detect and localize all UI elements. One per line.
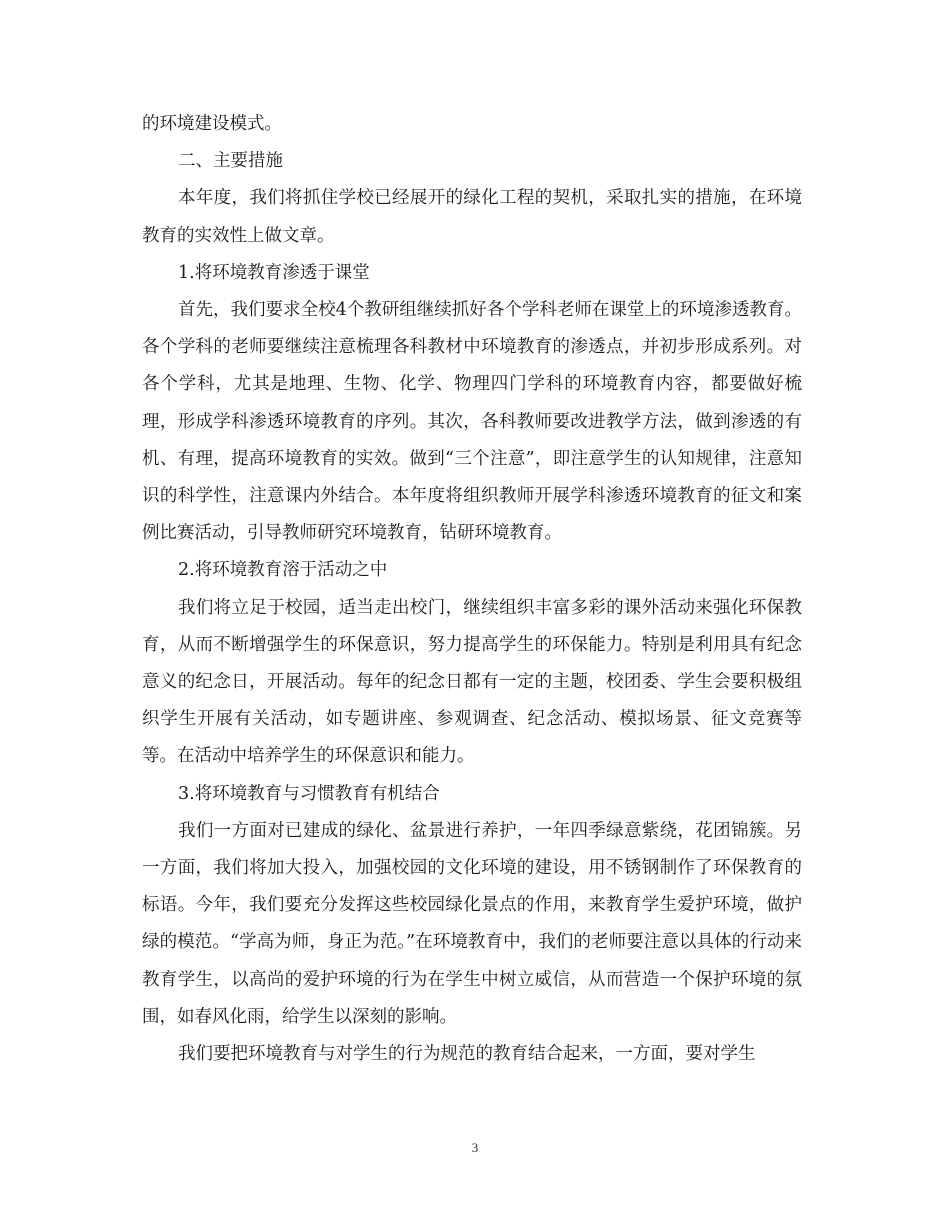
paragraph: 我们要把环境教育与对学生的行为规范的教育结合起来，一方面，要对学生 (178, 1044, 756, 1065)
subsection-heading: 1.将环境教育渗透于课堂 (178, 262, 370, 283)
subsection-heading: 3.将环境教育与习惯教育有机结合 (178, 783, 440, 804)
paragraph: 首先，我们要求全校4个教研组继续抓好各个学科老师在课堂上的环境渗透教育。各个学科的老师要继续注意梳理各科教材中环境教育的渗透点，并初步形成系列。对各个学科，尤其是地理、生物、化学、物理四门学科的环境教育内容，都要做好梳理，形成学科渗透环境教育的序列。其次，各科教师要改进教学方法，做到渗透的有机、有理，提高环境教育的实效。做到“三个注意”，即注意学生的认知规律，注意知识的科学性，注意课内外结合。本年度将组织教师开展学科渗透环境教育的征文和案例比赛活动，引导教师研究环境教育，钻研环境教育。 (142, 300, 802, 544)
paragraph: 我们一方面对已建成的绿化、盆景进行养护，一年四季绿意紫绕，花团锦簇。另一方面，我们将加大投入，加强校园的文化环境的建设，用不锈钢制作了环保教育的标语。今年，我们要充分发挥这些校园绿化景点的作用，来教育学生爱护环境，做护绿的模范。“学高为师，身正为范。”在环境教育中，我们的老师要注意以具体的行动来教育学生，以高尚的爱护环境的行为在学生中树立威信，从而营造一个保护环境的氛围，如春风化雨，给学生以深刻的影响。 (142, 820, 802, 1027)
page-number: 3 (471, 1140, 479, 1155)
document-body (142, 106, 802, 1073)
paragraph: 的环境建设模式。 (142, 114, 282, 134)
paragraph: 我们将立足于校园，适当走出校门，继续组织丰富多彩的课外活动来强化环保教育，从而不断增强学生的环保意识，努力提高学生的环保能力。特别是利用具有纪念意义的纪念日，开展活动。每年的纪念日都有一定的主题，校团委、学生会要积极组织学生开展有关活动，如专题讲座、参观调查、纪念活动、模拟场景、征文竞赛等等。在活动中培养学生的环保意识和能力。 (142, 597, 802, 767)
section-heading: 二、主要措施 (178, 151, 283, 172)
paragraph: 本年度，我们将抓住学校已经展开的绿化工程的契机，采取扎实的措施，在环境教育的实效性上做文章。 (142, 188, 802, 246)
subsection-heading: 2.将环境教育溶于活动之中 (178, 560, 388, 581)
